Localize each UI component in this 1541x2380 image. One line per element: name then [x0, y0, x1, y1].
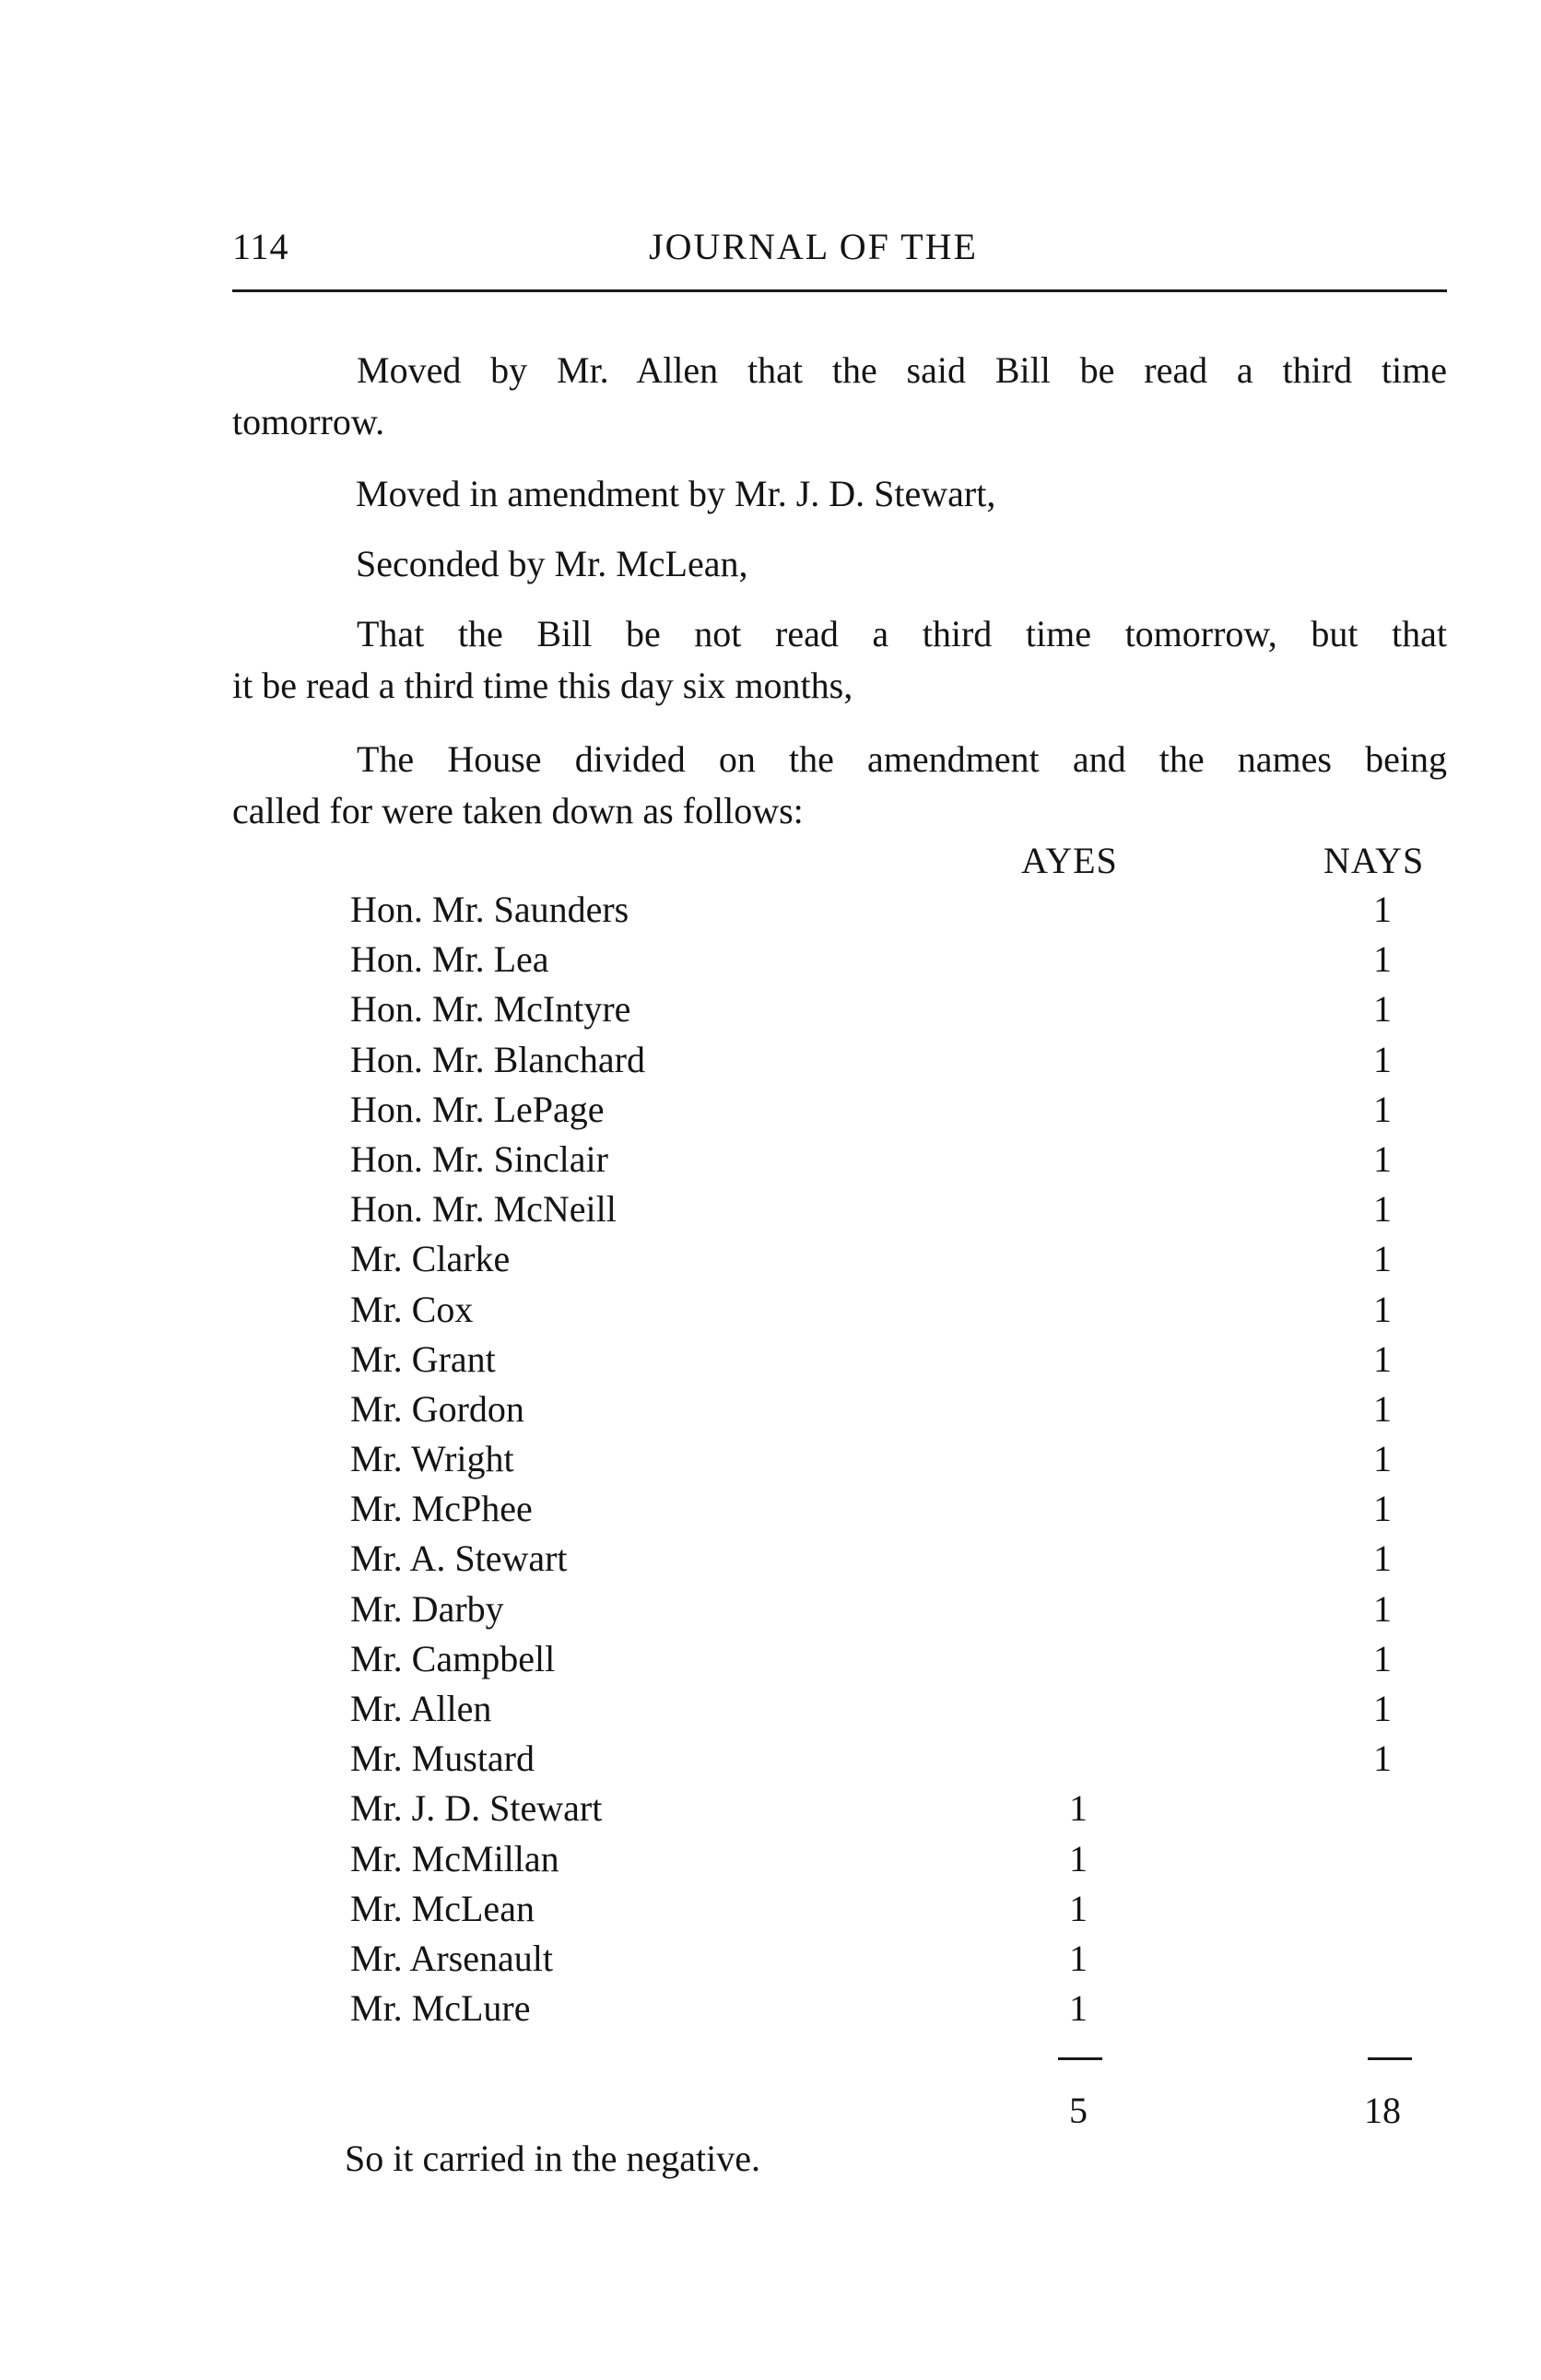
member-name: Mr. Wright	[350, 1438, 514, 1480]
member-name: Mr. J. D. Stewart	[350, 1787, 603, 1830]
member-name: Mr. Campbell	[350, 1637, 556, 1679]
member-name: Mr. A. Stewart	[350, 1538, 568, 1580]
member-row	[0, 1285, 1541, 1335]
conclusion-line: So it carried in the negative.	[345, 2138, 760, 2179]
nay-vote: 1	[1373, 1337, 1392, 1380]
member-row	[0, 1684, 1541, 1734]
member-name: Mr. Grant	[350, 1337, 496, 1380]
member-row	[0, 1984, 1541, 2033]
motion-first-line: Moved by Mr. Allen that the said Bill be read a third time	[357, 349, 1447, 391]
member-name: Mr. Darby	[350, 1587, 504, 1630]
member-name: Mr. Arsenault	[350, 1937, 553, 1979]
motion-continuation: tomorrow.	[232, 401, 385, 442]
division-list	[0, 885, 1541, 2033]
amendment-continuation: it be read a third time this day six months,	[232, 665, 853, 706]
member-name: Hon. Mr. McNeill	[350, 1188, 617, 1231]
ayes-total-rule	[1058, 2057, 1102, 2060]
member-row	[0, 1035, 1541, 1085]
member-name: Hon. Mr. Sinclair	[350, 1137, 608, 1180]
nay-vote: 1	[1373, 988, 1392, 1031]
member-row	[0, 1834, 1541, 1884]
seconder-line: Seconded by Mr. McLean,	[356, 543, 748, 584]
nay-vote: 1	[1373, 1038, 1392, 1080]
member-row	[0, 1135, 1541, 1184]
member-row	[0, 1784, 1541, 1833]
amendment-mover: Moved in amendment by Mr. J. D. Stewart,	[356, 473, 996, 514]
member-row	[0, 1884, 1541, 1934]
nays-total: 18	[1364, 2090, 1401, 2131]
nay-vote: 1	[1373, 1587, 1392, 1630]
nays-heading: NAYS	[1323, 840, 1425, 881]
nay-vote: 1	[1373, 1288, 1392, 1330]
member-row	[0, 1434, 1541, 1484]
member-row	[0, 885, 1541, 935]
amendment-first-line: That the Bill be not read a third time tomorrow, but that	[357, 613, 1447, 654]
member-row	[0, 1734, 1541, 1784]
member-name: Mr. Gordon	[350, 1387, 524, 1430]
page-header	[232, 225, 1447, 292]
member-name: Mr. McLure	[350, 1987, 531, 2030]
aye-vote: 1	[1069, 1787, 1088, 1830]
member-row	[0, 1085, 1541, 1135]
ayes-total: 5	[1069, 2090, 1088, 2131]
nay-vote: 1	[1373, 1488, 1392, 1530]
member-name: Hon. Mr. LePage	[350, 1088, 605, 1130]
nay-vote: 1	[1373, 1188, 1392, 1231]
member-name: Mr. McPhee	[350, 1488, 533, 1530]
aye-vote: 1	[1069, 1987, 1088, 2030]
running-title: JOURNAL OF THE	[649, 226, 978, 267]
nay-vote: 1	[1373, 1688, 1392, 1729]
member-name: Mr. McMillan	[350, 1837, 559, 1879]
nay-vote: 1	[1373, 1088, 1392, 1130]
aye-vote: 1	[1069, 1887, 1088, 1929]
motion-paragraph	[232, 345, 1447, 448]
nay-vote: 1	[1373, 889, 1392, 930]
division-paragraph	[232, 734, 1447, 837]
nay-vote: 1	[1373, 1238, 1392, 1280]
member-row	[0, 935, 1541, 984]
member-row	[0, 1934, 1541, 1984]
nays-total-rule	[1368, 2057, 1412, 2060]
member-name: Hon. Mr. McIntyre	[350, 988, 631, 1031]
member-row	[0, 1184, 1541, 1234]
division-continuation: called for were taken down as follows:	[232, 790, 804, 831]
ayes-heading: AYES	[1021, 840, 1118, 881]
member-row	[0, 1484, 1541, 1534]
member-name: Mr. Mustard	[350, 1738, 535, 1780]
member-row	[0, 1585, 1541, 1634]
member-name: Mr. Clarke	[350, 1238, 511, 1280]
aye-vote: 1	[1069, 1937, 1088, 1979]
division-first-line: The House divided on the amendment and the names being	[357, 738, 1447, 780]
member-name: Mr. McLean	[350, 1887, 535, 1929]
nay-vote: 1	[1373, 1438, 1392, 1480]
member-name: Mr. Allen	[350, 1688, 492, 1729]
member-row	[0, 1384, 1541, 1434]
nay-vote: 1	[1373, 938, 1392, 981]
member-row	[0, 1335, 1541, 1384]
member-row	[0, 984, 1541, 1034]
member-row	[0, 1234, 1541, 1284]
member-name: Hon. Mr. Lea	[350, 938, 549, 981]
nay-vote: 1	[1373, 1538, 1392, 1580]
aye-vote: 1	[1069, 1837, 1088, 1879]
nay-vote: 1	[1373, 1387, 1392, 1430]
nay-vote: 1	[1373, 1738, 1392, 1780]
member-name: Hon. Mr. Saunders	[350, 889, 629, 930]
member-name: Mr. Cox	[350, 1288, 474, 1330]
member-name: Hon. Mr. Blanchard	[350, 1038, 645, 1080]
nay-vote: 1	[1373, 1637, 1392, 1679]
amendment-paragraph	[232, 608, 1447, 712]
member-row	[0, 1534, 1541, 1584]
page-number: 114	[232, 226, 289, 267]
nay-vote: 1	[1373, 1137, 1392, 1180]
member-row	[0, 1634, 1541, 1684]
